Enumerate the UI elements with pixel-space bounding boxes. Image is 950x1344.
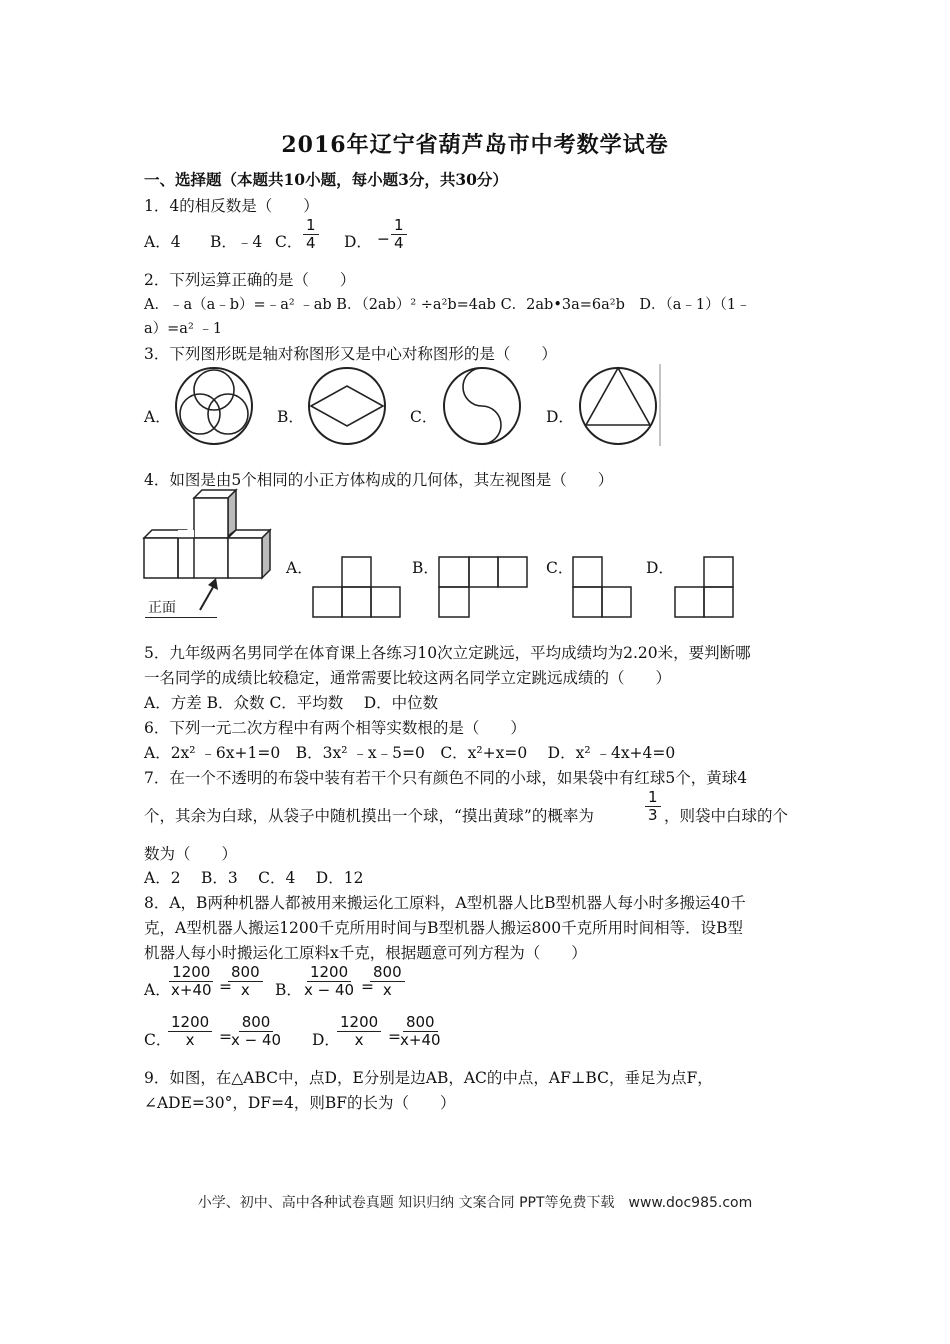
q8-option-c-right-fraction [228, 1014, 284, 1049]
fraction-denominator: x+40 [171, 981, 212, 999]
q5-options: A．方差 B．众数 C．平均数 D．中位数 [144, 694, 439, 712]
fraction-numerator: 800 [239, 1014, 274, 1032]
fraction-denominator: x − 40 [304, 981, 355, 999]
fraction-denominator: x [382, 981, 392, 999]
q7-line3: 数为（ ） [144, 845, 238, 863]
q4-front-label: 正面 [148, 600, 176, 616]
section-heading: 一、选择题（本题共10小题，每小题3分，共30分） [144, 170, 508, 189]
q1-option-a: A．4 [144, 233, 181, 251]
q3-label-b: B． [277, 408, 304, 426]
fraction-numerator: 1200 [169, 964, 213, 982]
q8-line3: 机器人每小时搬运化工原料x千克，根据题意可列方程为（ ） [144, 944, 587, 962]
q4-view-c [572, 556, 634, 618]
q7-options: A．2 B．3 C．4 D．12 [144, 869, 364, 887]
q7-line2b: ，则袋中白球的个 [664, 807, 789, 825]
q4-label-c: C． [546, 559, 574, 577]
fraction-numerator: 1200 [307, 964, 351, 982]
fraction-numerator: 800 [403, 1014, 438, 1032]
q8-line2: 克，A型机器人搬运1200千克所用时间与B型机器人搬运800千克所用时间相等．设B型 [144, 919, 744, 937]
q8-option-a-right-fraction [228, 964, 263, 999]
fraction-denominator: x [185, 1031, 195, 1049]
q9-line1: 9．如图，在△ABC中，点D，E分别是边AB，AC的中点，AF⊥BC，垂足为点F， [144, 1069, 713, 1087]
q4-label-a: A． [286, 559, 313, 577]
q1-option-d-fraction [391, 217, 407, 252]
fraction-numerator: 1 [391, 217, 407, 235]
fraction-denominator: x − 40 [231, 1031, 282, 1049]
q9-line2: ∠ADE=30°，DF=4，则BF的长为（ ） [144, 1094, 456, 1112]
fraction-denominator: x+40 [400, 1031, 441, 1049]
q3-label-c: C． [410, 408, 438, 426]
q4-view-d [674, 556, 736, 618]
q1-option-c-label: C． [275, 233, 303, 251]
q3-stem: 3．下列图形既是轴对称图形又是中心对称图形的是（ ） [144, 345, 557, 363]
q2-stem: 2．下列运算正确的是（ ） [144, 271, 356, 289]
q4-ground-line [145, 617, 217, 618]
q2-options-line1: A．﹣a（a﹣b）=﹣a² ﹣ab B．（2ab）² ÷a²b=4ab C．2ab•3a=6a²b D．（a﹣1）（1﹣ [144, 297, 751, 313]
q3-figure-d-triangle-circle [574, 364, 664, 446]
q8-option-b-label: B． [275, 981, 302, 999]
q8-option-d-label: D． [312, 1031, 340, 1049]
q8-option-d-right-fraction [397, 1014, 444, 1049]
q1-option-b: B．﹣4 [210, 233, 263, 251]
q8-option-b-right-fraction [370, 964, 405, 999]
equals-sign: = [219, 1028, 232, 1046]
fraction-numerator: 800 [370, 964, 405, 982]
q8-line1: 8．A，B两种机器人都被用来搬运化工原料，A型机器人比B型机器人每小时多搬运40千 [144, 894, 746, 912]
equals-sign: = [361, 978, 374, 996]
fraction-numerator: 1200 [337, 1014, 381, 1032]
q4-view-a [312, 556, 402, 618]
q3-figure-a-trefoil-circle [170, 366, 260, 446]
fraction-numerator: 1200 [168, 1014, 212, 1032]
fraction-denominator: 3 [648, 806, 658, 824]
q3-figure-b-rhombus-circle [303, 366, 393, 446]
q8-option-a-label: A． [144, 981, 171, 999]
q4-label-d: D． [646, 559, 674, 577]
q1-option-d-sign: − [377, 230, 390, 248]
q8-option-c-label: C． [144, 1031, 172, 1049]
page-title: 2016年辽宁省葫芦岛市中考数学试卷 [281, 132, 669, 158]
fraction-denominator: 4 [394, 234, 404, 252]
q3-figure-c-s-curve-circle [438, 366, 528, 446]
equals-sign: = [219, 978, 232, 996]
q8-option-d-left-fraction [337, 1014, 381, 1049]
q7-fraction [645, 789, 661, 824]
fraction-numerator: 1 [645, 789, 661, 807]
q6-stem: 6．下列一元二次方程中有两个相等实数根的是（ ） [144, 719, 526, 737]
q8-option-c-left-fraction [168, 1014, 212, 1049]
page-footer: 小学、初中、高中各种试卷真题 知识归纳 文案合同 PPT等免费下载 www.doc985.com [197, 1195, 753, 1211]
q4-label-b: B． [412, 559, 439, 577]
q1-option-c-fraction [303, 217, 319, 252]
q1-option-c [275, 230, 302, 252]
q2-options-line2: a）=a² ﹣1 [144, 321, 223, 337]
q8-option-a-left-fraction [168, 964, 215, 999]
fraction-denominator: 4 [306, 234, 316, 252]
q6-options: A．2x² ﹣6x+1=0 B．3x² ﹣x﹣5=0 C．x²+x=0 D．x² ﹣4x+4=0 [144, 744, 676, 762]
fraction-denominator: x [240, 981, 250, 999]
q7-line1: 7．在一个不透明的布袋中装有若干个只有颜色不同的小球，如果袋中有红球5个，黄球4 [144, 769, 748, 787]
q4-view-b [438, 556, 530, 618]
q4-stem: 4．如图是由5个相同的小正方体构成的几何体，其左视图是（ ） [144, 471, 614, 489]
q7-line2a: 个，其余为白球，从袋子中随机摸出一个球，“摸出黄球”的概率为 [144, 807, 594, 825]
q1-option-d-label: D． [344, 233, 372, 251]
fraction-denominator: x [354, 1031, 364, 1049]
q8-option-b-left-fraction [301, 964, 357, 999]
q1-stem: 1．4的相反数是（ ） [144, 197, 319, 215]
q3-label-a: A． [144, 408, 171, 426]
q5-line1: 5．九年级两名男同学在体育课上各练习10次立定跳远，平均成绩均为2.20米，要判断哪 [144, 644, 751, 662]
q5-line2: 一名同学的成绩比较稳定，通常需要比较这两名同学立定跳远成绩的（ ） [144, 669, 672, 687]
fraction-numerator: 800 [228, 964, 263, 982]
q3-label-d: D． [546, 408, 574, 426]
equals-sign: = [388, 1028, 401, 1046]
fraction-numerator: 1 [303, 217, 319, 235]
